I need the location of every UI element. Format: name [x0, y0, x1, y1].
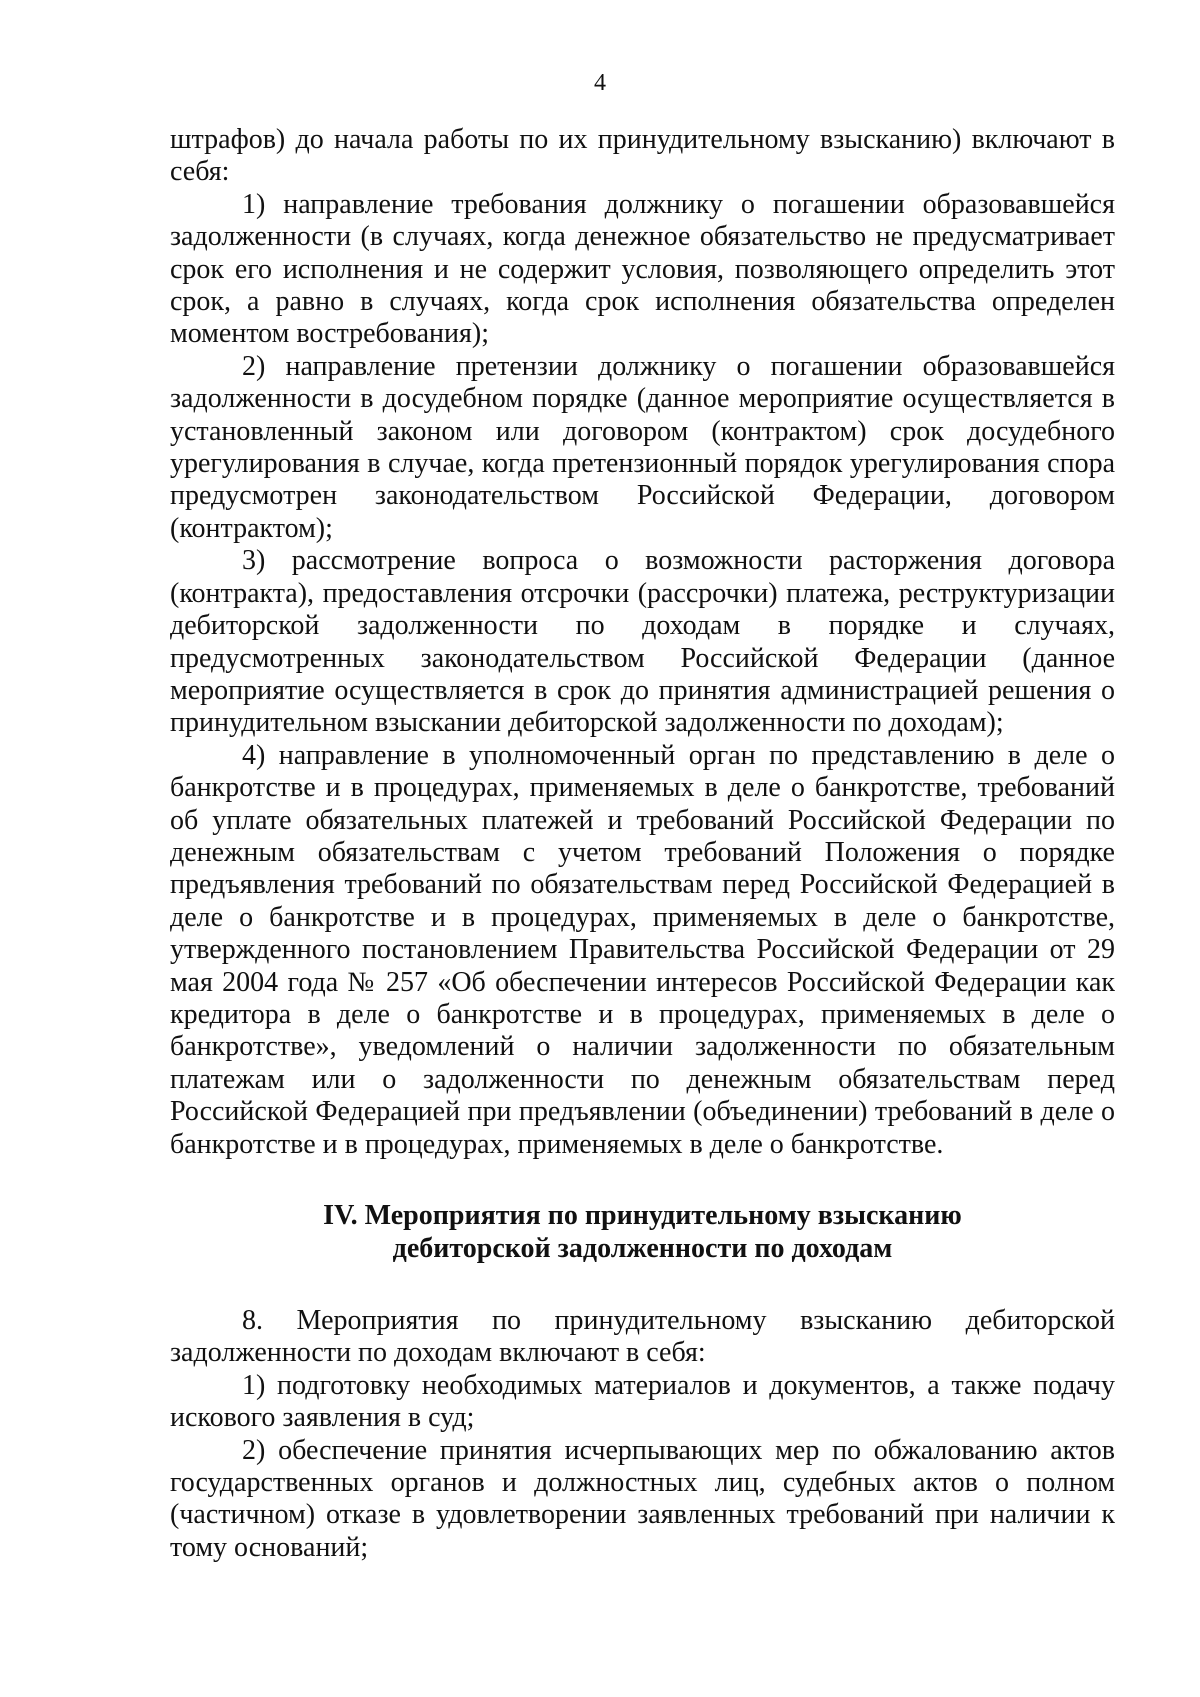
list-item: 3) рассмотрение вопроса о возможности расторжения договора (контракта), предоставления отсрочки (рассрочки) платежа, реструктуризации дебиторской задолженности по доходам в порядке и случаях, предусмотренных законодательством Российской Федерации (данное мероприятие осуществляется в срок до принятия администрацией решения о принудительном взыскании дебиторской задолженности по доходам);	[170, 545, 1115, 739]
section-heading-line: дебиторской задолженности по доходам	[392, 1233, 893, 1264]
list-item: 2) направление претензии должнику о погашении образовавшейся задолженности в досудебном порядке (данное мероприятие осуществляется в установленный законом или договором (контрактом) срок досудебного урегулирования в случае, когда претензионный порядок урегулирования спора предусмотрен законодательством Российской Федерации, договором (контрактом);	[170, 350, 1115, 544]
continuation-paragraph: штрафов) до начала работы по их принудительному взысканию) включают в себя:	[170, 124, 1115, 188]
list-item: 1) подготовку необходимых материалов и документов, а также подачу искового заявления в суд;	[170, 1369, 1115, 1434]
section-intro-paragraph: 8. Мероприятия по принудительному взысканию дебиторской задолженности по доходам включают в себя:	[170, 1305, 1115, 1369]
section-heading	[170, 1199, 1115, 1265]
list-item: 2) обеспечение принятия исчерпывающих мер по обжалованию актов государственных органов и должностных лиц, судебных актов о полном (частичном) отказе в удовлетворении заявленных требований при наличии к тому оснований;	[170, 1434, 1115, 1563]
list-item: 4) направление в уполномоченный орган по представлению в деле о банкротстве и в процедурах, применяемых в деле о банкротстве, требований об уплате обязательных платежей и требований Российской Федерации по денежным обязательствам с учетом требований Положения о порядке предъявления требований по обязательствам перед Российской Федерацией в деле о банкротстве и в процедурах, применяемых в деле о банкротстве, утвержденного постановлением Правительства Российской Федерации от 29 мая 2004 года № 257 «Об обеспечении интересов Российской Федерации как кредитора в деле о банкротстве и в процедурах, применяемых в деле о банкротстве», уведомлений о наличии задолженности по обязательным платежам или о задолженности по денежным обязательствам перед Российской Федерацией при предъявлении (объединении) требований в деле о банкротстве и в процедурах, применяемых в деле о банкротстве.	[170, 739, 1115, 1160]
list-item: 1) направление требования должнику о погашении образовавшейся задолженности (в случаях, когда денежное обязательство не предусматривает срок его исполнения и не содержит условия, позволяющего определить этот срок, а равно в случаях, когда срок исполнения обязательства определен моментом востребования);	[170, 188, 1115, 350]
page-number: 4	[594, 70, 606, 96]
section-heading-line: IV. Мероприятия по принудительному взысканию	[323, 1200, 962, 1231]
document-body	[170, 124, 1115, 1564]
